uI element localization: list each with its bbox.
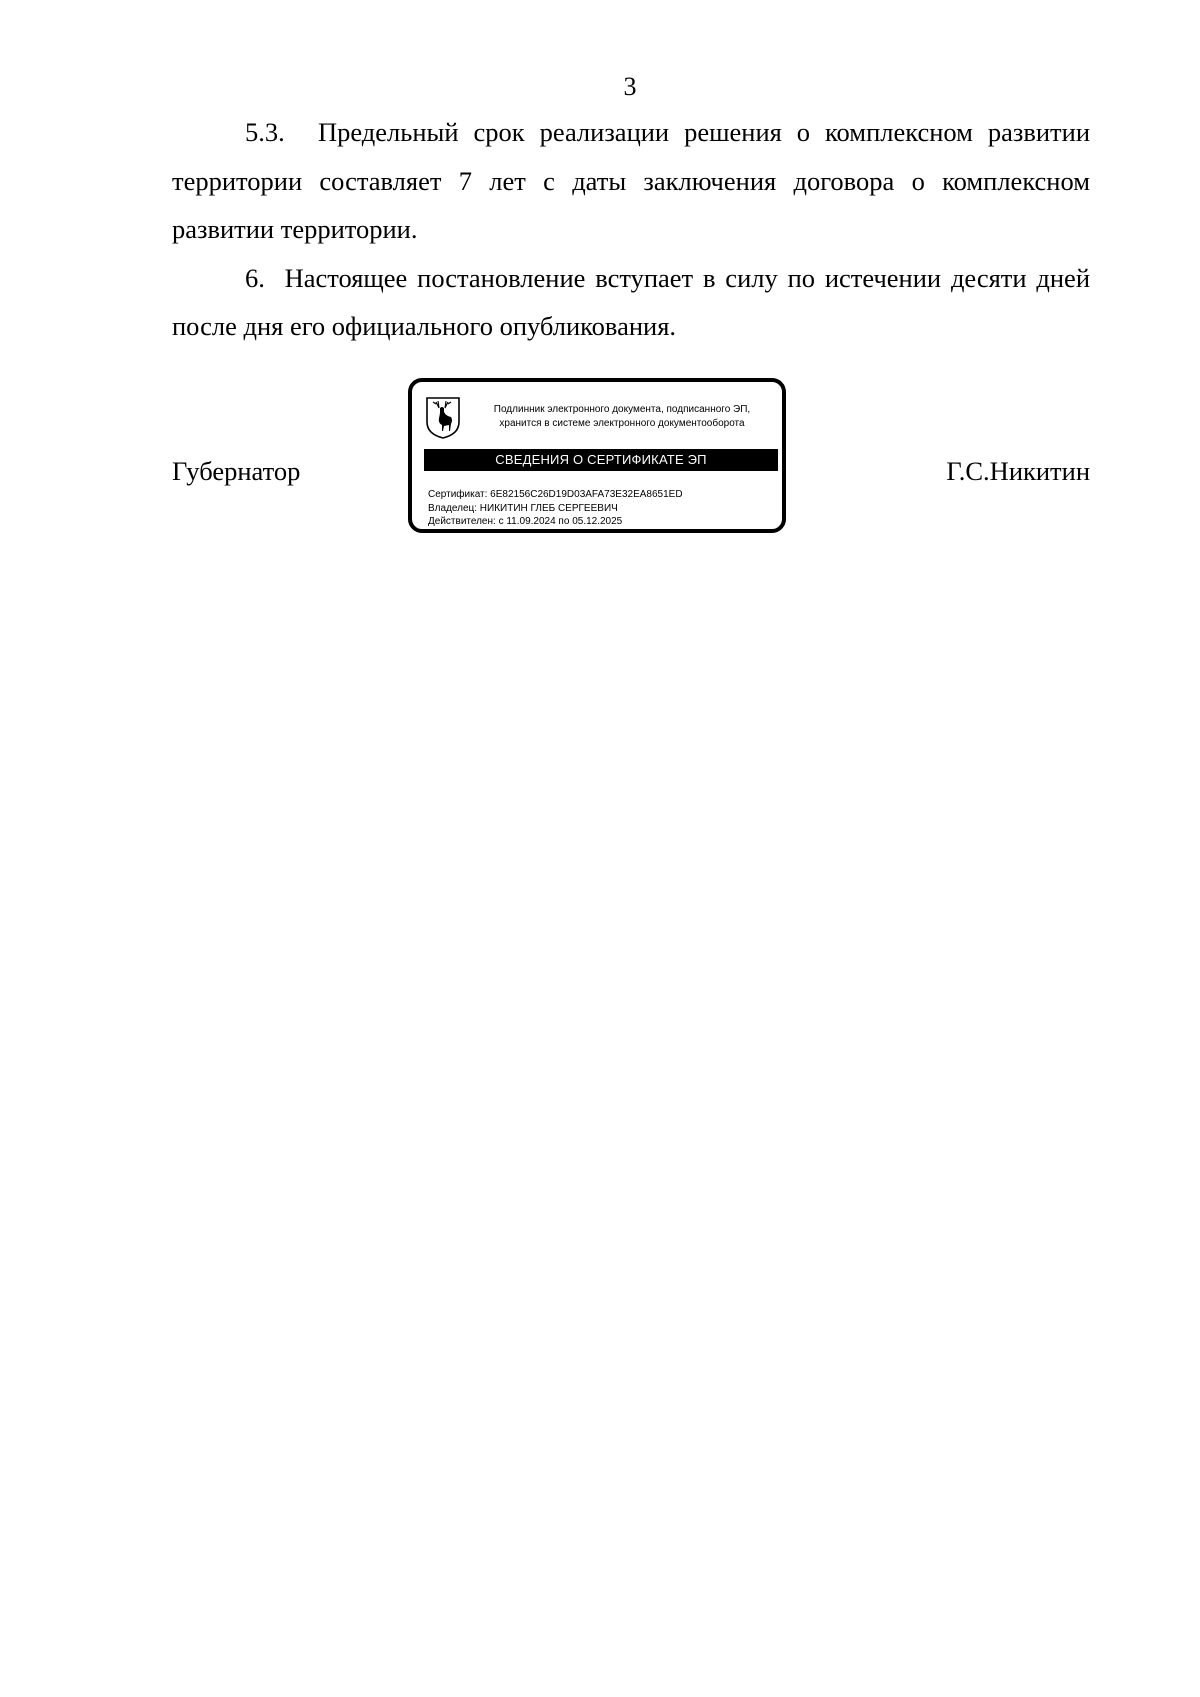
stamp-title-bar: СВЕДЕНИЯ О СЕРТИФИКАТЕ ЭП — [424, 449, 778, 471]
document-body — [172, 108, 1090, 351]
certificate-owner: Владелец: НИКИТИН ГЛЕБ СЕРГЕЕВИЧ — [428, 502, 618, 514]
paragraph-text: Предельный срок реализации решения о комплексном развитии территории составляет 7 лет с даты заключения договора о комплексном развитии территории. — [172, 117, 1090, 244]
electronic-signature-stamp — [408, 378, 786, 533]
stamp-header-line: Подлинник электронного документа, подписанного ЭП, — [493, 404, 751, 415]
paragraph-text: Настоящее постановление вступает в силу по истечении десяти дней после дня его официального опубликования. — [172, 262, 1091, 341]
deer-coat-of-arms-icon — [425, 396, 461, 440]
stamp-certificate-details — [428, 488, 683, 529]
certificate-validity: Действителен: с 11.09.2024 по 05.12.2025 — [428, 516, 623, 527]
stamp-header — [472, 403, 772, 431]
paragraph-number: 5.3. — [245, 117, 285, 147]
certificate-number: Сертификат: 6E82156C26D19D03AFA73E32EA8651ED — [428, 489, 683, 500]
signatory-title: Губернатор — [172, 456, 301, 486]
paragraph-5-3 — [172, 108, 1090, 254]
stamp-header-line: хранится в системе электронного документооборота — [499, 418, 745, 429]
signatory-name: Г.С.Никитин — [946, 456, 1090, 486]
page-number: 3 — [623, 72, 637, 101]
paragraph-6 — [172, 254, 1090, 351]
paragraph-number: 6. — [245, 262, 265, 293]
